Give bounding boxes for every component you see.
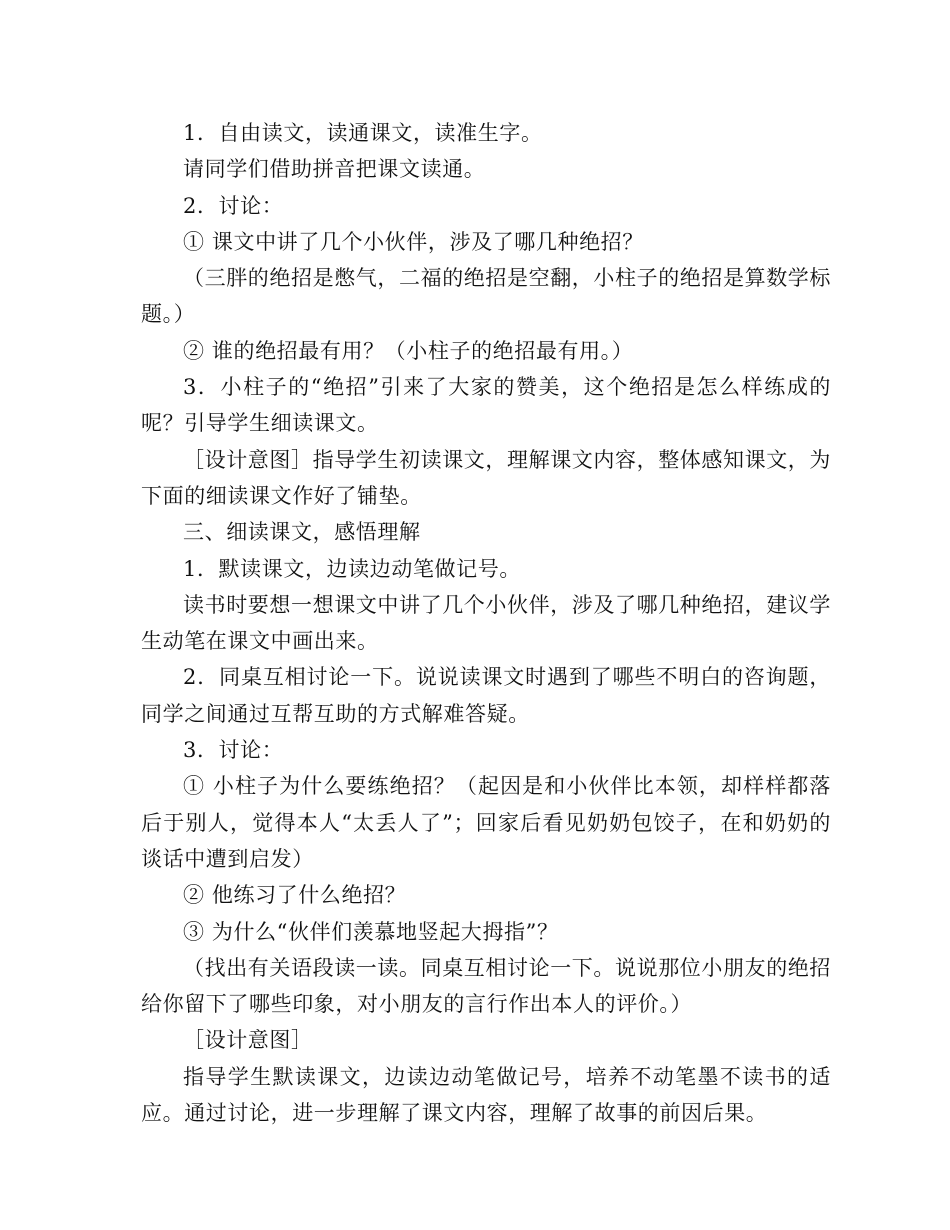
paragraph-question-what: ② 他练习了什么绝招？ — [183, 883, 407, 908]
paragraph-question-1: ① 课文中讲了几个小伙伴，涉及了哪几种绝招？ — [183, 229, 644, 254]
paragraph-step-2: 2．讨论： — [183, 193, 284, 218]
paragraph-design-intent-1: ［设计意图］指导学生初读课文，理解课文内容，整体感知课文，为下面的细读课文作好了铺垫。 — [141, 447, 831, 508]
paragraph-question-thumbs: ③ 为什么“伙伴们羡慕地竖起大拇指”？ — [183, 919, 559, 944]
paragraph-design-intent-label: ［设计意图］ — [183, 1028, 313, 1053]
paragraph-step-1: 1．自由读文，读通课文，读准生字。 — [183, 121, 543, 145]
section-heading-3: 三、细读课文，感悟理解 — [183, 520, 421, 545]
paragraph-step-1b: 1．默读课文，边读边动笔做记号。 — [183, 556, 521, 581]
paragraph-step-3b: 3．讨论： — [183, 738, 284, 763]
paragraph-answer-1: （三胖的绝招是憋气，二福的绝招是空翻，小柱子的绝招是算数学标题。） — [141, 266, 831, 327]
paragraph-question-2: ② 谁的绝招最有用？（小柱子的绝招最有用。） — [183, 338, 634, 363]
paragraph-instruction: 请同学们借助拼音把课文读通。 — [183, 157, 486, 182]
paragraph-design-intent-2: 指导学生默读课文，边读边动笔做记号，培养不动笔墨不读书的适应。通过讨论，进一步理解了课文内容，理解了故事的前因后果。 — [141, 1064, 831, 1126]
paragraph-question-why: ① 小柱子为什么要练绝招？（起因是和小伙伴比本领，却样样都落后于别人，觉得本人“太丢人了”；回家后看见奶奶包饺子，在和奶奶的谈话中遭到启发） — [141, 774, 831, 871]
document-body — [141, 115, 831, 1131]
paragraph-activity: （找出有关语段读一读。同桌互相讨论一下。说说那位小朋友的绝招给你留下了哪些印象，对小朋友的言行作出本人的评价。） — [141, 955, 831, 1017]
paragraph-reading-tip: 读书时要想一想课文中讲了几个小伙伴，涉及了哪几种绝招，建议学生动笔在课文中画出来。 — [141, 592, 831, 654]
paragraph-step-3: 3．小柱子的“绝招”引来了大家的赞美，这个绝招是怎么样练成的呢？引导学生细读课文。 — [141, 375, 831, 436]
paragraph-step-2b: 2．同桌互相讨论一下。说说读课文时遇到了哪些不明白的咨询题，同学之间通过互帮互助的方式解难答疑。 — [141, 665, 831, 726]
